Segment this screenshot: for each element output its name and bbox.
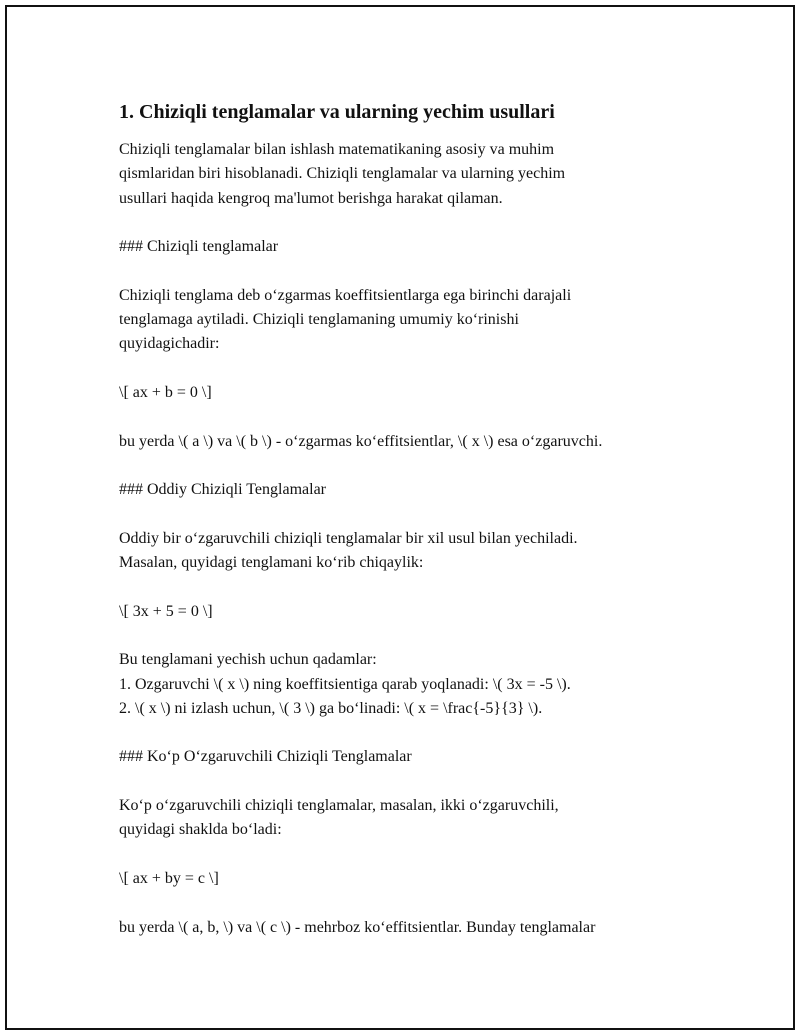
blank-line [119, 721, 719, 745]
document-text [119, 138, 719, 940]
text-line: ### Ko‘p O‘zgaruvchili Chiziqli Tenglamalar [119, 748, 412, 766]
text-line: Bu tenglamani yechish uchun qadamlar: [119, 651, 377, 669]
blank-line [119, 770, 719, 794]
blank-line [119, 502, 719, 526]
text-line: bu yerda \( a \) va \( b \) - o‘zgarmas ko‘effitsientlar, \( x \) esa o‘zgaruvchi. [119, 432, 603, 450]
text-line: Chiziqli tenglama deb o‘zgarmas koeffitsientlarga ega birinchi darajali [119, 286, 572, 304]
page-frame [5, 5, 795, 1030]
text-line: qismlaridan biri hisoblanadi. Chiziqli tenglamalar va ularning yechim [119, 165, 566, 183]
document-title: 1. Chiziqli tenglamalar va ularning yechim usullari [119, 101, 555, 123]
text-line: Ko‘p o‘zgaruvchili chiziqli tenglamalar, masalan, ikki o‘zgaruvchili, [119, 797, 559, 815]
document-body [119, 97, 719, 940]
text-line: ### Oddiy Chiziqli Tenglamalar [119, 481, 326, 499]
text-line: quyidagichadir: [119, 335, 220, 353]
text-line: quyidagi shaklda bo‘ladi: [119, 821, 282, 839]
blank-line [119, 259, 719, 283]
blank-line [119, 624, 719, 648]
text-line: usullari haqida kengroq ma'lumot berishga harakat qilaman. [119, 189, 503, 207]
text-line: Masalan, quyidagi tenglamani ko‘rib chiqaylik: [119, 554, 424, 572]
text-line: ### Chiziqli tenglamalar [119, 238, 279, 256]
text-line: 1. Ozgaruvchi \( x \) ning koeffitsientiga qarab yoqlanadi: \( 3x = -5 \). [119, 675, 571, 693]
blank-line [119, 454, 719, 478]
blank-line [119, 211, 719, 235]
blank-line [119, 575, 719, 599]
text-line: bu yerda \( a, b, \) va \( c \) - mehrboz ko‘effitsientlar. Bunday tenglamalar [119, 918, 596, 936]
blank-line [119, 843, 719, 867]
text-line: \[ ax + by = c \] [119, 869, 219, 887]
text-line: Oddiy bir o‘zgaruvchili chiziqli tenglamalar bir xil usul bilan yechiladi. [119, 529, 578, 547]
text-line: tenglamaga aytiladi. Chiziqli tenglamaning umumiy ko‘rinishi [119, 311, 519, 329]
text-line: Chiziqli tenglamalar bilan ishlash matematikaning asosiy va muhim [119, 141, 555, 158]
blank-line [119, 405, 719, 429]
blank-line [119, 357, 719, 381]
blank-line [119, 891, 719, 915]
text-line: \[ ax + b = 0 \] [119, 383, 212, 401]
text-line: 2. \( x \) ni izlash uchun, \( 3 \) ga bo‘linadi: \( x = \frac{-5}{3} \). [119, 699, 543, 717]
text-line: \[ 3x + 5 = 0 \] [119, 602, 213, 620]
